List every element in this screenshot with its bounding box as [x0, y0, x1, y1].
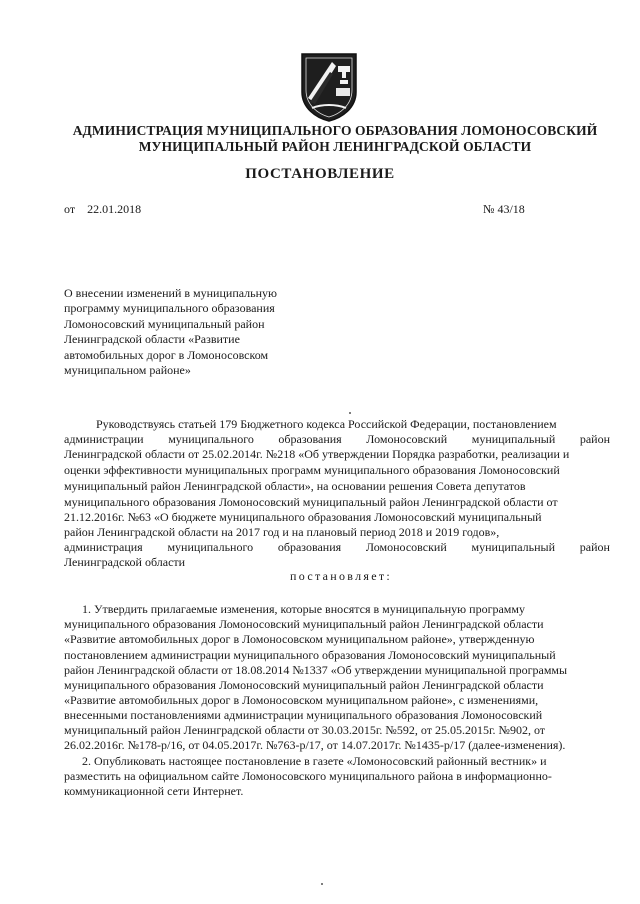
word: образования: [277, 540, 342, 554]
preamble-line: муниципальный район Ленинградской области», на основании решения Совета депутатов: [64, 479, 526, 493]
word: Ломоносовский: [365, 540, 447, 554]
resolves-heading: постановляет:: [290, 569, 393, 583]
document-date: 22.01.2018: [87, 202, 142, 216]
preamble-line: оценки эффективности муниципальных программ муниципального образования Ломоносовский: [64, 463, 560, 477]
preamble-line-justified: [64, 432, 610, 447]
word: муниципального: [167, 540, 254, 554]
header-line-1: АДМИНИСТРАЦИЯ МУНИЦИПАЛЬНОГО ОБРАЗОВАНИЯ ЛОМОНОСОВСКИЙ: [72, 123, 598, 138]
item1-line: 26.02.2016г. №178-р/16, от 04.05.2017г. №763-р/17, от 14.07.2017г. №1435-р/17 (далее-изменения).: [64, 738, 566, 752]
subject-line: автомобильных дорог в Ломоносовском: [64, 347, 269, 362]
item1-line: «Развитие автомобильных дорог в Ломоносовском муниципальном районе», с изменениями,: [64, 693, 539, 707]
item2-line: разместить на официальном сайте Ломоносовского муниципального района в информационно-: [64, 769, 552, 783]
header-line-2: МУНИЦИПАЛЬНЫЙ РАЙОН ЛЕНИНГРАДСКОЙ ОБЛАСТИ: [138, 139, 532, 154]
subject-line: муниципальном районе»: [64, 363, 191, 378]
item1-line: муниципального образования Ломоносовский муниципальный район Ленинградской области: [64, 678, 544, 692]
preamble-line: Руководствуясь статьей 179 Бюджетного кодекса Российской Федерации, постановлением: [96, 417, 557, 431]
word: район: [579, 432, 610, 446]
subject-line: Ленинградской области «Развитие: [64, 332, 240, 347]
preamble-line: Ленинградской области: [64, 555, 186, 569]
word: район: [579, 540, 610, 554]
word: муниципальный: [471, 540, 556, 554]
subject-block: [64, 286, 304, 378]
word: администрации: [64, 432, 144, 446]
item1-line: район Ленинградской области от 18.08.2014 №1337 «Об утверждении муниципальной программы: [64, 663, 568, 677]
word: муниципального: [168, 432, 254, 446]
preamble-line: 21.12.2016г. №63 «О бюджете муниципального образования Ломоносовский муниципальный: [64, 510, 542, 524]
scan-speck: [349, 412, 351, 414]
word: муниципальный: [471, 432, 556, 446]
subject-line: программу муниципального образования: [64, 301, 275, 316]
item1-line: постановлением администрации муниципального образования Ломоносовский муниципальный: [64, 648, 556, 662]
preamble-line: Ленинградской области от 25.02.2014г. №218 «Об утверждении Порядка разработки, реализации и: [64, 447, 570, 461]
item1-line: «Развитие автомобильных дорог в Ломоносовском муниципальном районе», утвержденную: [64, 632, 535, 646]
word: образования: [278, 432, 342, 446]
item1-line: внесенными постановлениями администрации муниципального образования Ломоносовский: [64, 708, 543, 722]
scan-speck: [321, 883, 323, 885]
preamble-line: муниципального образования Ломоносовский муниципальный район Ленинградской области от: [64, 495, 558, 509]
date-line: [64, 202, 141, 217]
document-title: ПОСТАНОВЛЕНИЕ: [245, 166, 395, 182]
subject-line: Ломоносовский муниципальный район: [64, 316, 265, 331]
word: Ломоносовский: [366, 432, 448, 446]
subject-line: О внесении изменений в муниципальную: [64, 286, 278, 300]
item1-line: муниципального образования Ломоносовский муниципальный район Ленинградской области: [64, 617, 544, 631]
item1-line: 1. Утвердить прилагаемые изменения, которые вносятся в муниципальную программу: [82, 602, 525, 616]
word: администрация: [64, 540, 143, 554]
coat-of-arms-icon: [300, 52, 358, 122]
item2-line: коммуникационной сети Интернет.: [64, 784, 244, 798]
item2-line: 2. Опубликовать настоящее постановление в газете «Ломоносовский районный вестник» и: [82, 754, 547, 768]
from-label: от: [64, 202, 76, 216]
preamble-line-justified: [64, 540, 610, 555]
item1-line: муниципальный район Ленинградской области от 30.03.2015г. №592, от 25.05.2015г. №902, от: [64, 723, 546, 737]
preamble-line: район Ленинградской области на 2017 год и на плановый период 2018 и 2019 годов»,: [64, 525, 500, 539]
document-number: № 43/18: [483, 202, 525, 216]
